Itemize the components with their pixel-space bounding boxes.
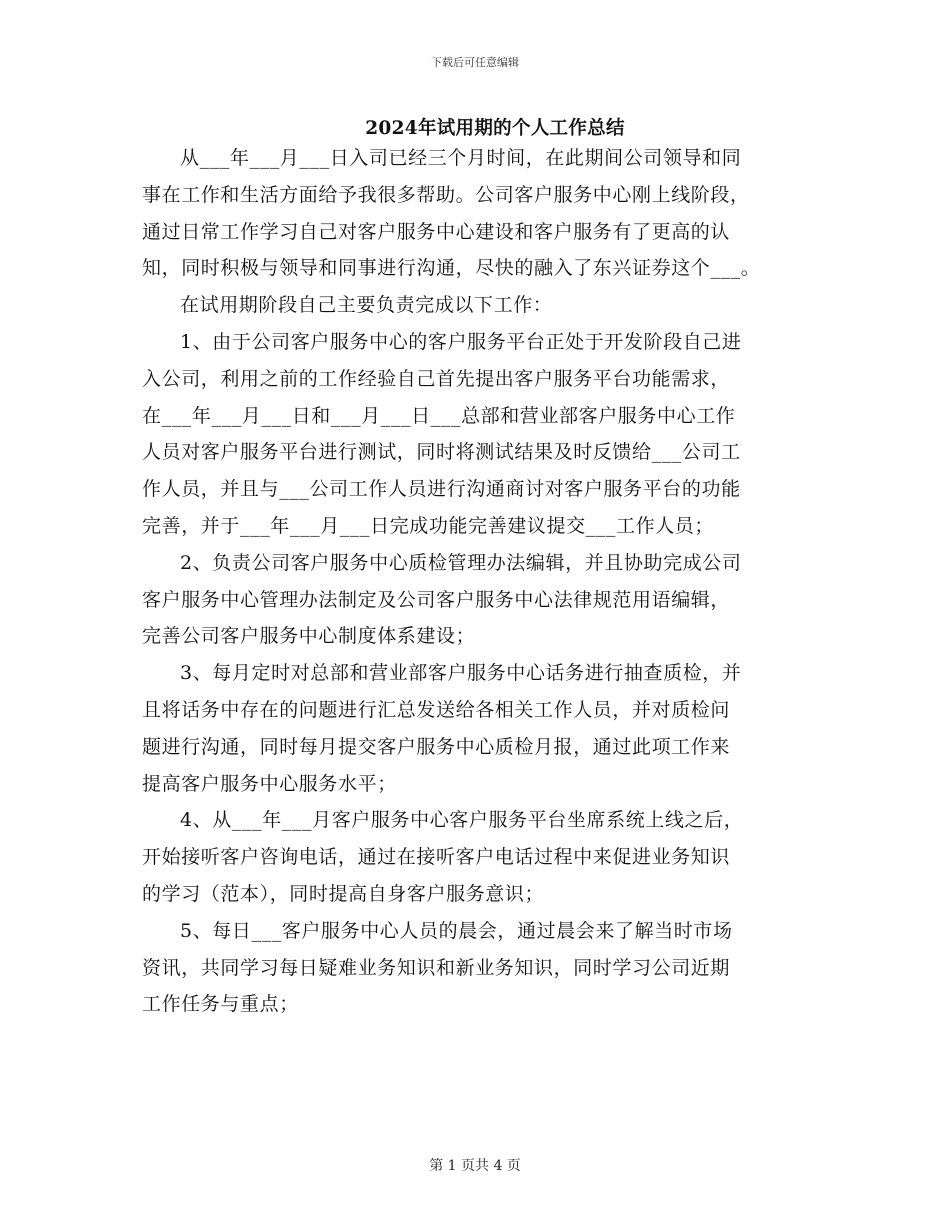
text-line: 通过日常工作学习自己对客户服务中心建设和客户服务有了更高的认 bbox=[142, 220, 731, 243]
text-line: 2、负责公司客户服务中心质检管理办法编辑，并且协助完成公司 bbox=[180, 551, 742, 574]
text-line: 工作任务与重点； bbox=[142, 993, 299, 1016]
text-line: 在___年___月___日和___月___日___总部和营业部客户服务中心工作 bbox=[142, 404, 736, 427]
paragraph bbox=[142, 802, 812, 912]
paragraph bbox=[142, 140, 812, 287]
paragraph bbox=[142, 655, 812, 802]
text-line: 5、每日___客户服务中心人员的晨会，通过晨会来了解当时市场 bbox=[180, 919, 733, 942]
text-line: 从___年___月___日入司已经三个月时间，在此期间公司领导和同 bbox=[180, 147, 742, 169]
text-line: 客户服务中心管理办法制定及公司客户服务中心法律规范用语编辑， bbox=[142, 588, 731, 611]
document-body bbox=[142, 140, 812, 1023]
text-line: 题进行沟通，同时每月提交客户服务中心质检月报，通过此项工作来 bbox=[142, 735, 731, 758]
text-line: 3、每月定时对总部和营业部客户服务中心话务进行抽查质检，并 bbox=[180, 662, 742, 685]
text-line: 事在工作和生活方面给予我很多帮助。公司客户服务中心刚上线阶段， bbox=[142, 183, 750, 206]
text-line: 资讯，共同学习每日疑难业务知识和新业务知识，同时学习公司近期 bbox=[142, 956, 731, 979]
paragraph bbox=[142, 287, 812, 324]
text-line: 的学习（范本），同时提高自身客户服务意识； bbox=[142, 882, 545, 905]
page-footer: 第 1 页共 4 页 bbox=[429, 1158, 521, 1174]
document-title: 2024年试用期的个人工作总结 bbox=[365, 118, 625, 139]
text-line: 作人员，并且与___公司工作人员进行沟通商讨对客户服务平台的功能 bbox=[142, 478, 741, 501]
text-line: 知，同时积极与领导和同事进行沟通，尽快的融入了东兴证券这个___。 bbox=[142, 257, 761, 280]
text-line: 入公司，利用之前的工作经验自己首先提出客户服务平台功能需求， bbox=[142, 367, 731, 390]
text-line: 在试用期阶段自己主要负责完成以下工作： bbox=[180, 294, 553, 317]
paragraph bbox=[142, 545, 812, 655]
paragraph bbox=[142, 913, 812, 1023]
text-line: 开始接听客户咨询电话，通过在接听客户电话过程中来促进业务知识 bbox=[142, 846, 731, 869]
text-line: 完善公司客户服务中心制度体系建设； bbox=[142, 625, 476, 648]
text-line: 且将话务中存在的问题进行汇总发送给各相关工作人员，并对质检问 bbox=[142, 698, 731, 721]
paragraph bbox=[142, 324, 812, 545]
text-line: 提高客户服务中心服务水平； bbox=[142, 772, 397, 795]
text-line: 人员对客户服务平台进行测试，同时将测试结果及时反馈给___公司工 bbox=[142, 441, 741, 464]
text-line: 4、从___年___月客户服务中心客户服务平台坐席系统上线之后， bbox=[180, 809, 744, 832]
header-note: 下载后可任意编辑 bbox=[431, 56, 519, 69]
text-line: 完善，并于___年___月___日完成功能完善建议提交___工作人员； bbox=[142, 514, 715, 537]
text-line: 1、由于公司客户服务中心的客户服务平台正处于开发阶段自己进 bbox=[180, 330, 742, 353]
